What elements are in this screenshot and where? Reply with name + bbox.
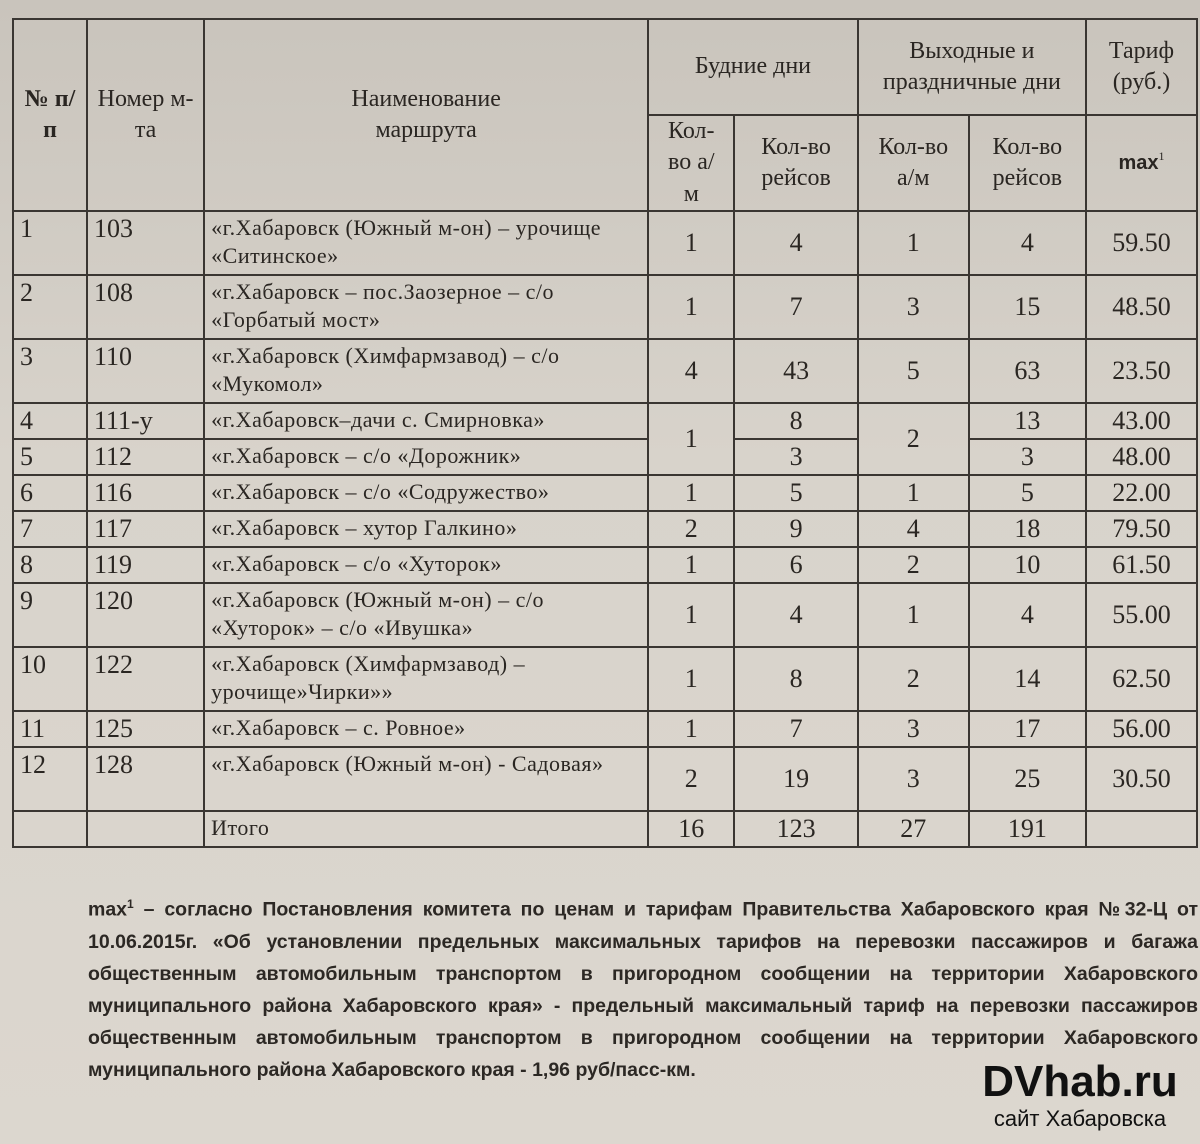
tariff: 61.50 <box>1086 547 1197 583</box>
wd-buses: 2 <box>648 511 734 547</box>
wd-trips: 6 <box>734 547 857 583</box>
we-buses: 1 <box>858 583 969 647</box>
wd-buses: 1 <box>648 403 734 475</box>
total-row <box>13 811 1197 847</box>
footnote-text: – согласно Постановления комитета по ценам и тарифам Правительства Хабаровского края №32-Ц от 10.06.2015г. «Об установлении предельных максимальных тарифов на перевозки пассажиров и багажа общественным автомобильным транспортом в пригородном сообщении на территории Хабаровского муниципального района Хабаровского края» - предельный максимальный тариф на перевозки пассажиров общественным автомобильным транспортом в пригородном сообщении на территории Хабаровского муниципального района Хабаровского края - 1,96 руб/пасс-км. <box>88 898 1198 1081</box>
route-number: 112 <box>87 439 204 475</box>
row-num: 10 <box>13 647 87 711</box>
tariff: 23.50 <box>1086 339 1197 403</box>
table-row <box>13 583 1197 647</box>
row-num: 1 <box>13 211 87 275</box>
route-name: «г.Хабаровск–дачи с. Смирновка» <box>204 403 648 439</box>
watermark-logo-text: DVhab.ru <box>982 1057 1178 1106</box>
wd-trips: 4 <box>734 583 857 647</box>
table-row <box>13 339 1197 403</box>
we-buses: 3 <box>858 711 969 747</box>
row-num: 9 <box>13 583 87 647</box>
we-trips: 4 <box>969 211 1086 275</box>
route-number: 103 <box>87 211 204 275</box>
wd-buses: 1 <box>648 547 734 583</box>
wd-trips: 7 <box>734 711 857 747</box>
row-num: 8 <box>13 547 87 583</box>
we-buses: 4 <box>858 511 969 547</box>
we-trips: 14 <box>969 647 1086 711</box>
we-trips: 13 <box>969 403 1086 439</box>
header-route-name: Наименование маршрута <box>204 19 648 211</box>
table-row <box>13 439 1197 475</box>
routes-table <box>12 18 1198 848</box>
route-name: «г.Хабаровск (Южный м-он) - Садовая» <box>204 747 648 811</box>
route-name: «г.Хабаровск – пос.Заозерное – с/о «Горбатый мост» <box>204 275 648 339</box>
table-row <box>13 747 1197 811</box>
header-max: $\max^1$ <box>1086 115 1197 211</box>
route-name: «г.Хабаровск (Южный м-он) – урочище «Ситинское» <box>204 211 648 275</box>
row-num: 4 <box>13 403 87 439</box>
wd-trips: 8 <box>734 403 857 439</box>
we-trips: 17 <box>969 711 1086 747</box>
we-buses: 3 <box>858 275 969 339</box>
row-num: 12 <box>13 747 87 811</box>
we-buses: 3 <box>858 747 969 811</box>
route-number: 117 <box>87 511 204 547</box>
table-row <box>13 511 1197 547</box>
route-number: 122 <box>87 647 204 711</box>
wd-buses: 4 <box>648 339 734 403</box>
table-row <box>13 711 1197 747</box>
wd-buses: 1 <box>648 211 734 275</box>
total-wd-trips: 123 <box>734 811 857 847</box>
table-row <box>13 647 1197 711</box>
header-wd-buses: Кол-во а/м <box>648 115 734 211</box>
header-wd-trips: Кол-во рейсов <box>734 115 857 211</box>
tariff: 22.00 <box>1086 475 1197 511</box>
wd-trips: 3 <box>734 439 857 475</box>
we-buses: 2 <box>858 647 969 711</box>
row-num: 5 <box>13 439 87 475</box>
we-buses: 1 <box>858 211 969 275</box>
we-buses: 2 <box>858 403 969 475</box>
we-trips: 5 <box>969 475 1086 511</box>
wd-trips: 7 <box>734 275 857 339</box>
we-buses: 2 <box>858 547 969 583</box>
we-buses: 5 <box>858 339 969 403</box>
wd-trips: 9 <box>734 511 857 547</box>
wd-buses: 1 <box>648 647 734 711</box>
total-wd-buses: 16 <box>648 811 734 847</box>
footnote <box>88 888 1198 1086</box>
tariff: 59.50 <box>1086 211 1197 275</box>
we-trips: 18 <box>969 511 1086 547</box>
footnote-mark: max <box>88 898 128 921</box>
row-num: 11 <box>13 711 87 747</box>
tariff: 43.00 <box>1086 403 1197 439</box>
header-tariff: Тариф (руб.) <box>1086 19 1197 115</box>
we-trips: 4 <box>969 583 1086 647</box>
tariff: 79.50 <box>1086 511 1197 547</box>
route-name: «г.Хабаровск (Химфармзавод) – урочище»Чирки»» <box>204 647 648 711</box>
wd-buses: 1 <box>648 583 734 647</box>
wd-trips: 4 <box>734 211 857 275</box>
wd-trips: 8 <box>734 647 857 711</box>
header-we-trips: Кол-во рейсов <box>969 115 1086 211</box>
tariff: 48.50 <box>1086 275 1197 339</box>
we-trips: 10 <box>969 547 1086 583</box>
we-trips: 15 <box>969 275 1086 339</box>
tariff: 30.50 <box>1086 747 1197 811</box>
header-num: № п/п <box>13 19 87 211</box>
tariff: 55.00 <box>1086 583 1197 647</box>
we-trips: 3 <box>969 439 1086 475</box>
route-name: «г.Хабаровск – с. Ровное» <box>204 711 648 747</box>
total-label: Итого <box>204 811 648 847</box>
watermark-subtitle: сайт Хабаровска <box>993 1106 1167 1131</box>
table-row <box>13 211 1197 275</box>
route-name: «г.Хабаровск – с/о «Содружество» <box>204 475 648 511</box>
we-buses: 1 <box>858 475 969 511</box>
tariff: 56.00 <box>1086 711 1197 747</box>
route-number: 111-у <box>87 403 204 439</box>
header-weekends: Выходные и праздничные дни <box>858 19 1086 115</box>
header-we-buses: Кол-во а/м <box>858 115 969 211</box>
tariff: 62.50 <box>1086 647 1197 711</box>
wd-buses: 1 <box>648 275 734 339</box>
wd-trips: 5 <box>734 475 857 511</box>
route-name: «г.Хабаровск – с/о «Хуторок» <box>204 547 648 583</box>
wd-trips: 19 <box>734 747 857 811</box>
route-name: «г.Хабаровск (Химфармзавод) – с/о «Мукомол» <box>204 339 648 403</box>
route-name: «г.Хабаровск – хутор Галкино» <box>204 511 648 547</box>
table-row <box>13 275 1197 339</box>
route-number: 119 <box>87 547 204 583</box>
wd-buses: 1 <box>648 711 734 747</box>
table-row <box>13 547 1197 583</box>
total-empty-cell <box>1086 811 1197 847</box>
row-num: 3 <box>13 339 87 403</box>
tariff: 48.00 <box>1086 439 1197 475</box>
route-name: «г.Хабаровск (Южный м-он) – с/о «Хуторок» – с/о «Ивушка» <box>204 583 648 647</box>
route-number: 110 <box>87 339 204 403</box>
total-empty-cell <box>87 811 204 847</box>
wd-buses: 2 <box>648 747 734 811</box>
header-route-no: Номер м-та <box>87 19 204 211</box>
wd-buses: 1 <box>648 475 734 511</box>
table-row <box>13 403 1197 439</box>
total-empty-cell <box>13 811 87 847</box>
table-row <box>13 475 1197 511</box>
row-num: 2 <box>13 275 87 339</box>
route-number: 120 <box>87 583 204 647</box>
route-number: 116 <box>87 475 204 511</box>
route-number: 128 <box>87 747 204 811</box>
header-weekdays: Будние дни <box>648 19 858 115</box>
total-we-buses: 27 <box>858 811 969 847</box>
wd-trips: 43 <box>734 339 857 403</box>
total-we-trips: 191 <box>969 811 1086 847</box>
footnote-sup: 1 <box>127 897 134 911</box>
row-num: 7 <box>13 511 87 547</box>
route-number: 125 <box>87 711 204 747</box>
row-num: 6 <box>13 475 87 511</box>
route-number: 108 <box>87 275 204 339</box>
watermark-logo <box>970 1058 1190 1132</box>
route-name: «г.Хабаровск – с/о «Дорожник» <box>204 439 648 475</box>
we-trips: 63 <box>969 339 1086 403</box>
we-trips: 25 <box>969 747 1086 811</box>
